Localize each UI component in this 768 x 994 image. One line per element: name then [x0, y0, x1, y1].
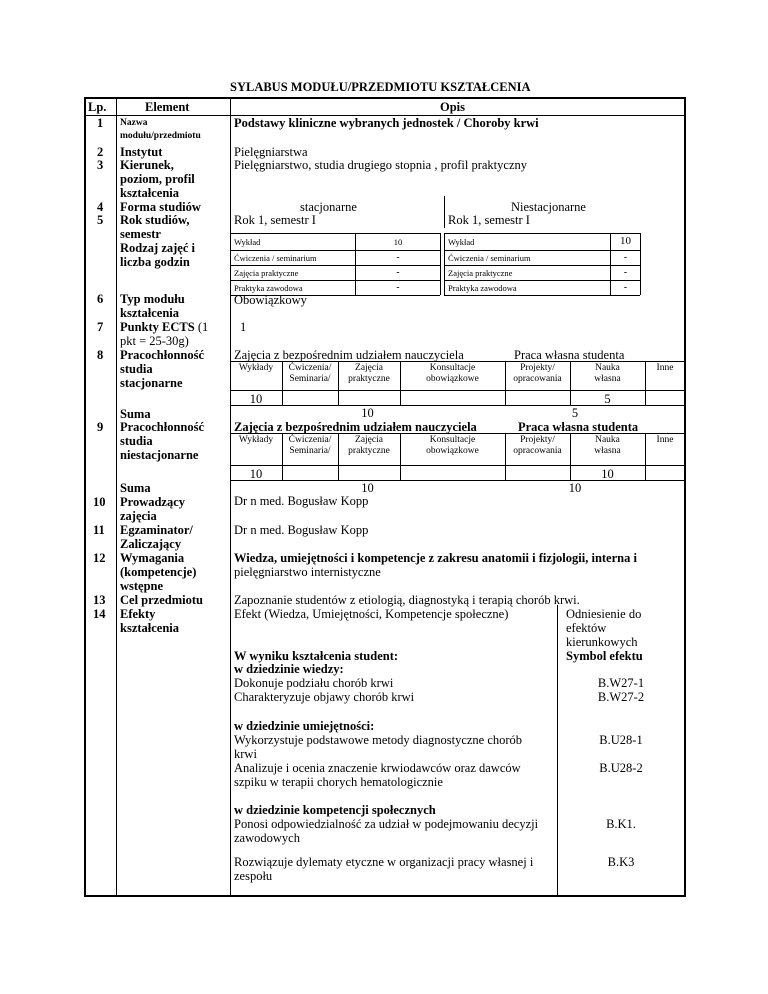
niestac-h-cw1: Ćwiczenia/	[288, 435, 332, 445]
efekt-sec-komp: w dziedzinie kompetencji społecznych	[234, 803, 436, 817]
divider	[230, 433, 685, 434]
value-nazwa: Podstawy kliniczne wybranych jednostek / Choroby krwi	[234, 116, 539, 130]
label-prac-stac3: stacjonarne	[120, 376, 183, 390]
niestac-sum-self: 10	[568, 481, 582, 495]
stac-h-wyklady: Wykłady	[238, 363, 274, 373]
niestac-sum-direct: 10	[361, 481, 374, 495]
stac-cwiczenia-label: Ćwiczenia / seminarium	[234, 253, 317, 263]
stac-h-zp2: praktyczne	[348, 374, 390, 384]
niestac-h-zp1: Zajęcia	[355, 435, 383, 445]
lp-4: 4	[97, 200, 104, 214]
divider	[640, 233, 641, 295]
label-ects: Punkty ECTS (1	[120, 320, 209, 334]
value-ects: 1	[240, 320, 247, 334]
stac-sum-self: 5	[571, 406, 579, 420]
stac-v-wyklady: 10	[249, 392, 263, 406]
header-element: Element	[145, 100, 190, 114]
niestac-h-nw2: własna	[594, 446, 621, 456]
stac-group-direct: Zajęcia z bezpośrednim udziałem nauczyciela	[234, 348, 464, 362]
efekt-k1-symbol: B.K1.	[606, 817, 636, 831]
label-egzaminator: Egzaminator/	[120, 523, 193, 537]
stac-zajecia-label: Zajęcia praktyczne	[234, 268, 299, 278]
niestac-cwiczenia-label: Ćwiczenia / seminarium	[448, 253, 531, 263]
lp-5: 5	[97, 213, 104, 227]
efekt-k2b: zespołu	[234, 869, 273, 883]
efekt-u2-symbol: B.U28-2	[599, 761, 643, 775]
efekt-symbol: Symbol efektu	[566, 649, 643, 663]
niestac-praktyka-value: -	[623, 283, 628, 293]
lp-12: 12	[93, 551, 106, 565]
label-wymagania3: wstępne	[120, 579, 164, 593]
niestac-h-pr1: Projekty/	[520, 435, 555, 445]
divider	[444, 295, 640, 296]
lp-2: 2	[97, 145, 104, 159]
label-cel: Cel przedmiotu	[120, 593, 203, 607]
efekt-w2: Charakteryzuje objawy chorób krwi	[234, 690, 415, 704]
niestac-h-pr2: opracowania	[513, 446, 562, 456]
divider	[444, 233, 445, 295]
label-prac-niestac2: studia	[120, 434, 153, 448]
label-ksztalcenia: kształcenia	[120, 186, 180, 200]
stac-h-cw1: Ćwiczenia/	[288, 363, 332, 373]
efekt-ref2: efektów	[566, 621, 607, 635]
niestac-h-nw1: Nauka	[595, 435, 620, 445]
efekt-head: Efekt (Wiedza, Umiejętności, Kompetencje społeczne)	[234, 607, 509, 621]
stac-praktyka-value: -	[396, 283, 400, 293]
stac-h-pr2: opracowania	[513, 374, 562, 384]
label-efekty2: kształcenia	[120, 621, 180, 635]
efekt-u2a: Analizuje i ocenia znaczenie krwiodawców oraz dawców	[234, 761, 521, 775]
lp-3: 3	[97, 158, 104, 172]
value-prowadzacy: Dr n med. Bogusław Kopp	[234, 494, 369, 508]
niestac-h-inne: Inne	[656, 435, 674, 445]
value-instytut: Pielęgniarstwa	[234, 145, 308, 159]
label-prac-niestac3: niestacjonarne	[120, 448, 199, 462]
stac-h-ko1: Konsultacje	[429, 363, 476, 373]
efekt-k2-symbol: B.K3	[607, 855, 635, 869]
niestac-group-direct: Zajęcia z bezpośrednim udziałem nauczyciela	[234, 420, 477, 434]
stac-cwiczenia-value: -	[396, 253, 400, 263]
niestac-cwiczenia-value: -	[623, 253, 628, 263]
label-typ: Typ modułu	[120, 292, 185, 306]
label-poziom: poziom, profil	[120, 172, 195, 186]
label-suma-stac: Suma	[120, 407, 151, 421]
niestac-h-ko2: obowiązkowe	[426, 446, 479, 456]
niestac-group-self: Praca własna studenta	[518, 420, 639, 434]
stac-zajecia-value: -	[396, 268, 400, 278]
label-prowadzacy: Prowadzący	[120, 495, 186, 509]
efekt-k1b: zawodowych	[234, 831, 300, 845]
stac-group-self: Praca własna studenta	[514, 348, 625, 362]
label-suma-niestac: Suma	[120, 481, 151, 495]
label-ects2: pkt = 25-30g)	[120, 334, 189, 348]
lp-8: 8	[97, 348, 104, 362]
divider	[230, 233, 440, 234]
efekt-k1a: Ponosi odpowiedzialność za udział w podejmowaniu decyzji	[234, 817, 539, 831]
stac-h-pr1: Projekty/	[520, 363, 555, 373]
divider	[116, 98, 117, 895]
niestac-zajecia-label: Zajęcia praktyczne	[448, 268, 513, 278]
lp-7: 7	[97, 320, 104, 334]
forma-niestacjonarne: Niestacjonarne	[511, 200, 586, 214]
divider	[557, 605, 558, 895]
niestac-h-zp2: praktyczne	[348, 446, 390, 456]
stac-h-nw1: Nauka	[595, 363, 620, 373]
niestac-praktyka-label: Praktyka zawodowa	[448, 283, 517, 293]
niestac-zajecia-value: -	[623, 268, 628, 278]
label-prac-niestac: Pracochłonność	[120, 420, 205, 434]
efekt-ref3: kierunkowych	[566, 635, 638, 649]
label-semestr: semestr	[120, 227, 161, 241]
label-wymagania: Wymagania	[120, 551, 185, 565]
divider	[230, 390, 685, 391]
label-forma: Forma studiów	[120, 200, 201, 214]
efekt-sec-um: w dziedzinie umiejętności:	[234, 719, 375, 733]
rok-stacjonarne: Rok 1, semestr I	[234, 213, 316, 227]
efekt-sec-wiedza: w dziedzinie wiedzy:	[234, 662, 344, 676]
efekt-u2b: szpiku w terapii chorych hematologicznie	[234, 775, 443, 789]
forma-stacjonarne: stacjonarne	[300, 200, 357, 214]
stac-wyklad-label: Wykład	[234, 237, 261, 247]
label-typ2: kształcenia	[120, 306, 180, 320]
value-wymagania2: pielęgniarstwo internistyczne	[234, 565, 381, 579]
label-kierunek: Kierunek,	[120, 158, 174, 172]
stac-h-zp1: Zajęcia	[355, 363, 383, 373]
label-liczba: liczba godzin	[120, 255, 190, 269]
stac-sum-direct: 10	[361, 406, 374, 420]
label-instytut: Instytut	[120, 145, 163, 159]
efekt-w1-symbol: B.W27-1	[597, 676, 645, 690]
divider	[230, 280, 440, 281]
label-wymagania2: (kompetencje)	[120, 565, 197, 579]
niestac-wyklad-value: 10	[620, 235, 631, 247]
lp-11: 11	[93, 523, 105, 537]
label-prac-stac: Pracochłonność	[120, 348, 205, 362]
value-kierunek: Pielęgniarstwo, studia drugiego stopnia , profil praktyczny	[234, 158, 527, 172]
stac-wyklad-value: 10	[393, 237, 403, 247]
stac-praktyka-label: Praktyka zawodowa	[234, 283, 303, 293]
label-nazwa: Nazwa	[120, 118, 148, 128]
divider	[230, 465, 685, 466]
lp-13: 13	[93, 593, 106, 607]
label-egzaminator2: Zaliczający	[120, 537, 182, 551]
divider	[230, 265, 440, 266]
lp-6: 6	[97, 292, 104, 306]
document-title: SYLABUS MODUŁU/PRZEDMIOTU KSZTAŁCENIA	[230, 80, 531, 94]
efekt-u1b: krwi	[234, 747, 257, 761]
stac-h-inne: Inne	[656, 363, 674, 373]
label-prowadzacy2: zajęcia	[120, 509, 157, 523]
value-wymagania: Wiedza, umiejętności i kompetencje z zakresu anatomii i fizjologii, interna i	[234, 551, 637, 565]
niestac-v-nw: 10	[601, 467, 614, 481]
divider	[230, 250, 440, 251]
stac-h-nw2: własna	[594, 374, 621, 384]
efekt-w1: Dokonuje podziału chorób krwi	[234, 676, 394, 690]
value-typ: Obowiązkowy	[234, 293, 307, 307]
efekt-ref1: Odniesienie do	[566, 607, 642, 621]
value-cel: Zapoznanie studentów z etiologią, diagnostyką i terapią chorób krwi.	[234, 593, 580, 607]
header-opis: Opis	[440, 100, 466, 114]
stac-v-nw: 5	[604, 392, 611, 406]
lp-9: 9	[97, 420, 104, 434]
label-rok: Rok studiów,	[120, 213, 190, 227]
niestac-h-ko1: Konsultacje	[429, 435, 476, 445]
rok-niestacjonarne: Rok 1, semestr I	[448, 213, 530, 227]
efekt-u1-symbol: B.U28-1	[599, 733, 643, 747]
header-lp: Lp.	[88, 100, 107, 114]
efekt-intro: W wyniku kształcenia student:	[234, 649, 399, 663]
label-efekty: Efekty	[120, 607, 156, 621]
value-egzaminator: Dr n med. Bogusław Kopp	[234, 523, 369, 537]
lp-10: 10	[93, 495, 106, 509]
efekt-w2-symbol: B.W27-2	[597, 690, 645, 704]
divider	[230, 98, 231, 895]
efekt-u1a: Wykorzystuje podstawowe metody diagnostyczne chorób	[234, 733, 523, 747]
niestac-h-cw2: Seminaria/	[289, 446, 331, 456]
label-rodzaj: Rodzaj zajęć i	[120, 241, 195, 255]
divider	[440, 233, 441, 295]
stac-h-cw2: Seminaria/	[289, 374, 331, 384]
niestac-v-wyklady: 10	[249, 467, 263, 481]
lp-1: 1	[97, 116, 104, 130]
lp-14: 14	[93, 607, 106, 621]
efekt-k2a: Rozwiązuje dylematy etyczne w organizacji pracy własnej i	[234, 855, 534, 869]
niestac-h-wyklady: Wykłady	[238, 435, 274, 445]
divider	[444, 196, 445, 228]
label-modul: modułu/przedmiotu	[120, 131, 201, 141]
label-prac-stac2: studia	[120, 362, 153, 376]
niestac-wyklad-label: Wykład	[448, 237, 475, 247]
stac-h-ko2: obowiązkowe	[426, 374, 479, 384]
divider	[230, 361, 685, 362]
